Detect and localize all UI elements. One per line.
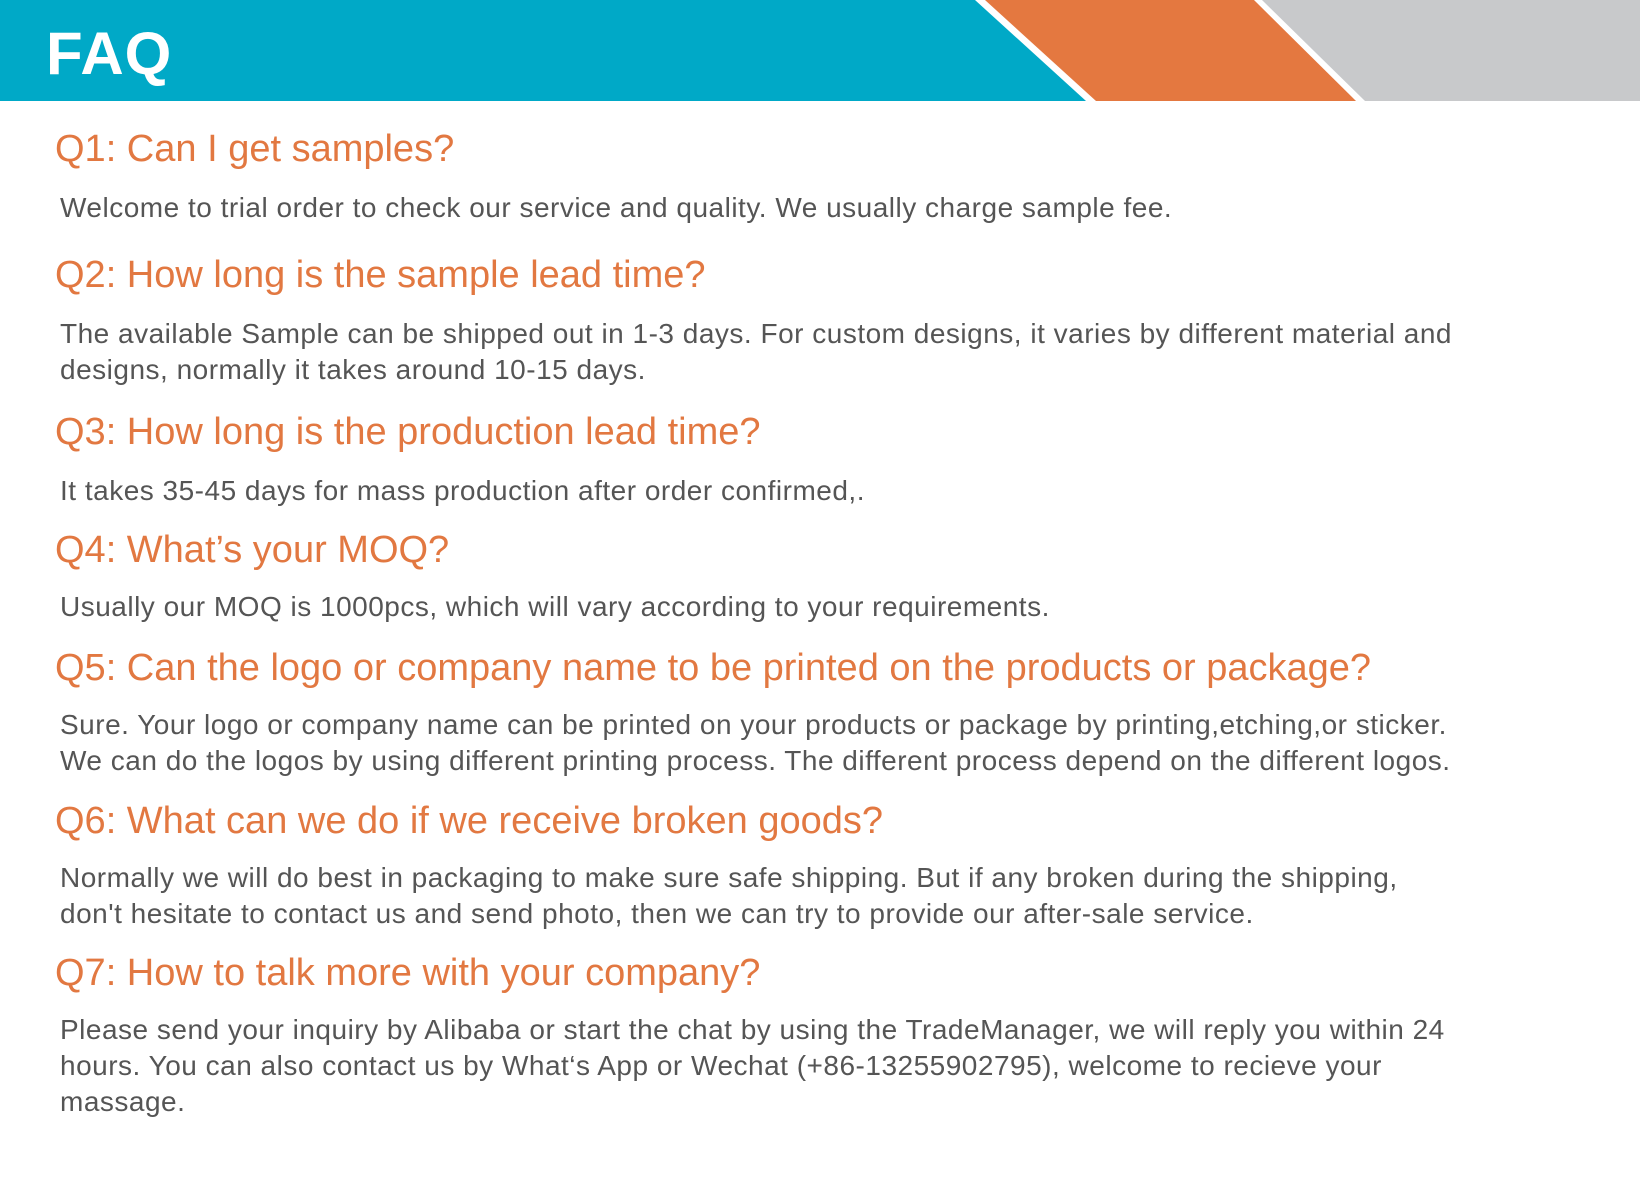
header-banner xyxy=(0,0,1640,101)
faq-answer-6 xyxy=(60,860,1620,932)
faq-question-5: Q5: Can the logo or company name to be printed on the products or package? xyxy=(55,647,1372,689)
faq-answer-1 xyxy=(60,190,1620,226)
faq-question-7: Q7: How to talk more with your company? xyxy=(55,952,761,994)
faq-answer-2 xyxy=(60,316,1620,388)
faq-answer-7-line-3: massage. xyxy=(60,1086,186,1117)
faq-question-3: Q3: How long is the production lead time? xyxy=(55,411,761,453)
faq-answer-6-line-2: don't hesitate to contact us and send photo, then we can try to provide our after-sale service. xyxy=(60,898,1254,929)
faq-answer-2-line-2: designs, normally it takes around 10-15 days. xyxy=(60,354,646,385)
faq-answer-1-line-1: Welcome to trial order to check our service and quality. We usually charge sample fee. xyxy=(60,192,1173,223)
faq-answer-5 xyxy=(60,707,1620,779)
faq-question-4: Q4: What’s your MOQ? xyxy=(55,529,450,571)
faq-answer-7-line-1: Please send your inquiry by Alibaba or start the chat by using the TradeManager, we will reply you within 24 xyxy=(60,1014,1445,1045)
faq-answer-7 xyxy=(60,1012,1620,1120)
faq-answer-4 xyxy=(60,589,1620,625)
faq-answer-2-line-1: The available Sample can be shipped out in 1-3 days. For custom designs, it varies by different material and xyxy=(60,318,1452,349)
banner-background xyxy=(0,0,1640,101)
faq-answer-3-line-1: It takes 35-45 days for mass production after order confirmed,. xyxy=(60,475,865,506)
page-title: FAQ xyxy=(46,20,173,87)
faq-question-2: Q2: How long is the sample lead time? xyxy=(55,254,706,296)
faq-answer-7-line-2: hours. You can also contact us by What‘s App or Wechat (+86-13255902795), welcome to recieve your xyxy=(60,1050,1382,1081)
faq-answer-3 xyxy=(60,473,1620,509)
faq-answer-5-line-1: Sure. Your logo or company name can be printed on your products or package by printing,etching,or sticker. xyxy=(60,709,1447,740)
faq-answer-6-line-1: Normally we will do best in packaging to make sure safe shipping. But if any broken during the shipping, xyxy=(60,862,1398,893)
faq-question-6: Q6: What can we do if we receive broken goods? xyxy=(55,800,884,842)
faq-question-1: Q1: Can I get samples? xyxy=(55,128,455,170)
faq-answer-4-line-1: Usually our MOQ is 1000pcs, which will vary according to your requirements. xyxy=(60,591,1050,622)
faq-answer-5-line-2: We can do the logos by using different printing process. The different process depend on the different logos. xyxy=(60,745,1451,776)
